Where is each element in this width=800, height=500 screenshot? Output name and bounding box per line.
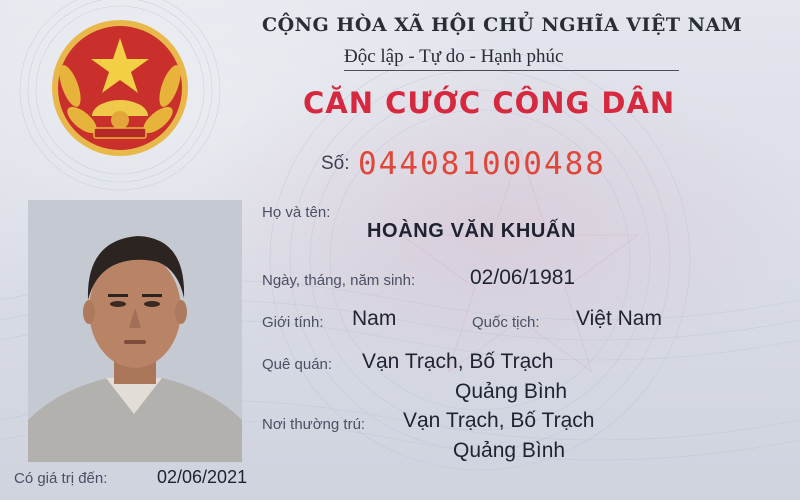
expiry-label: Có giá trị đến: — [14, 470, 108, 487]
place-of-origin-label: Quê quán: — [262, 356, 333, 373]
full-name-label: Họ và tên: — [262, 204, 331, 221]
country-name: CỘNG HÒA XÃ HỘI CHỦ NGHĨA VIỆT NAM — [262, 14, 743, 36]
place-of-residence-label: Nơi thường trú: — [262, 416, 366, 433]
expiry-value: 02/06/2021 — [157, 467, 248, 487]
id-number-label: Số: — [321, 153, 350, 174]
id-number-value: 044081000488 — [358, 146, 606, 182]
nationality-label: Quốc tịch: — [472, 314, 540, 331]
card-title: CĂN CƯỚC CÔNG DÂN — [303, 86, 676, 120]
nationality-value: Việt Nam — [576, 307, 662, 330]
national-motto: Độc lập - Tự do - Hạnh phúc — [344, 46, 564, 67]
date-of-birth-value: 02/06/1981 — [470, 266, 576, 289]
full-name-value: HOÀNG VĂN KHUẤN — [367, 220, 576, 242]
place-of-residence-line1: Vạn Trạch, Bố Trạch — [403, 409, 595, 432]
date-of-birth-label: Ngày, tháng, năm sinh: — [262, 272, 416, 289]
place-of-residence-line2: Quảng Bình — [453, 439, 566, 462]
place-of-origin-line2: Quảng Bình — [455, 380, 568, 403]
motto-underline — [344, 70, 679, 71]
portrait-photo — [28, 200, 242, 462]
sex-value: Nam — [352, 307, 397, 330]
place-of-origin-line1: Vạn Trạch, Bố Trạch — [362, 350, 554, 373]
national-emblem-icon — [48, 16, 192, 160]
sex-label: Giới tính: — [262, 314, 324, 331]
